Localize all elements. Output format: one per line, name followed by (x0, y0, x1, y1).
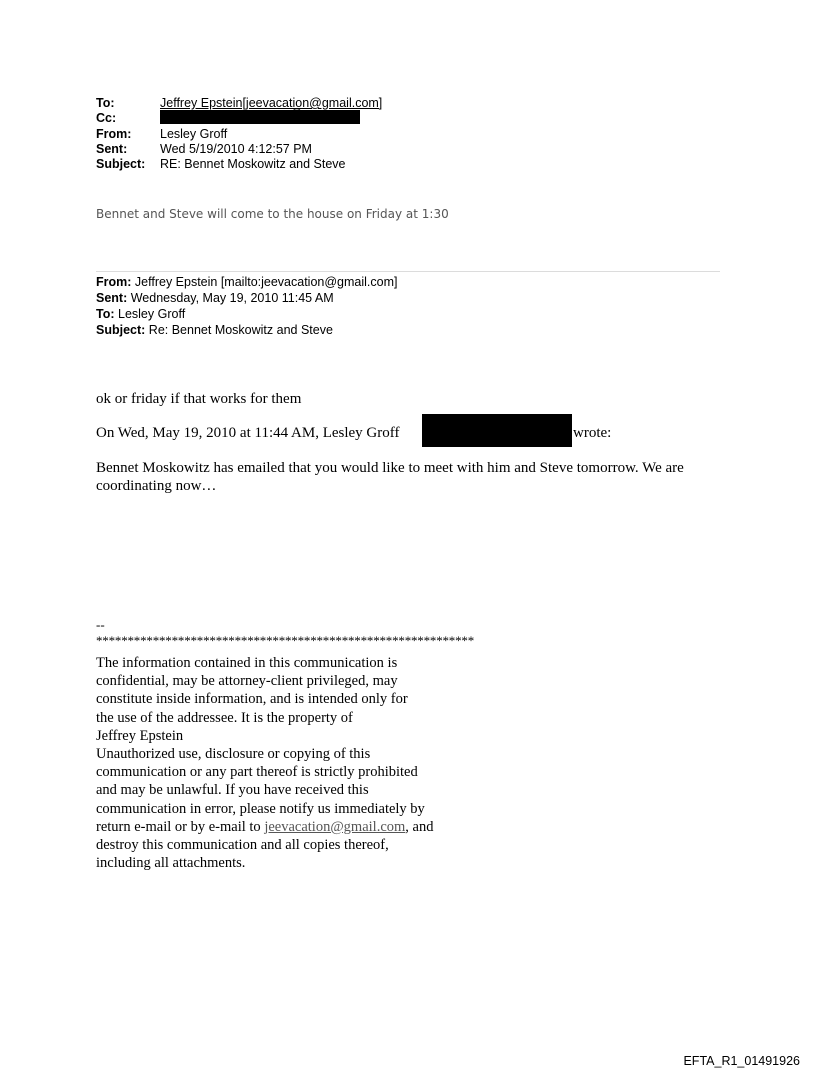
disclaimer-line: confidential, may be attorney-client privileged, may (96, 673, 398, 690)
signature-stars: ************************************************************ (96, 633, 475, 648)
disclaimer-line: communication in error, please notify us immediately by (96, 800, 425, 817)
disclaimer-link-suffix: , and (405, 818, 434, 835)
email-link[interactable]: jeevacation@gmail.com (264, 818, 406, 835)
header-sent-row (96, 142, 312, 157)
quote-intro-end: wrote: (573, 425, 612, 441)
fwd-to-label: To: (96, 307, 115, 321)
disclaimer-line: Unauthorized use, disclosure or copying of this (96, 746, 371, 763)
header-subject-row (96, 157, 346, 172)
sent-label: Sent: (96, 142, 128, 156)
cc-redaction-box (160, 110, 360, 124)
signature-dashes: -- (96, 617, 105, 632)
disclaimer-line: the use of the addressee. It is the property of (96, 709, 353, 726)
fwd-to-row (96, 306, 185, 322)
to-label: To: (96, 96, 115, 110)
subject-label: Subject: (96, 157, 146, 171)
fwd-subject-label: Subject: (96, 323, 146, 337)
header-from-row (96, 127, 227, 142)
reply-body: Bennet and Steve will come to the house on Friday at 1:30 (96, 207, 449, 221)
quoted-text: Bennet Moskowitz has emailed that you would like to meet with him and Steve tomorrow. We are coordinating now… (96, 460, 684, 494)
fwd-from-value: Jeffrey Epstein [mailto:jeevacation@gmail.com] (134, 275, 398, 289)
fwd-subject-row (96, 322, 333, 338)
subject-value: RE: Bennet Moskowitz and Steve (160, 157, 346, 171)
disclaimer-line: destroy this communication and all copies thereof, (96, 837, 389, 854)
sent-value: Wed 5/19/2010 4:12:57 PM (160, 142, 312, 156)
separator-line (96, 271, 720, 272)
disclaimer (96, 654, 476, 872)
disclaimer-link-line (96, 818, 476, 836)
from-label: From: (96, 127, 132, 141)
header-to-row (96, 96, 382, 111)
fwd-from-row (96, 274, 397, 290)
quote-intro-start: On Wed, May 19, 2010 at 11:44 AM, Lesley Groff (96, 425, 400, 441)
fwd-sent-value: Wednesday, May 19, 2010 11:45 AM (130, 291, 334, 305)
from-value: Lesley Groff (160, 127, 228, 141)
message-line-1: ok or friday if that works for them (96, 391, 302, 407)
disclaimer-line: and may be unlawful. If you have received this (96, 782, 369, 799)
to-value[interactable]: Jeffrey Epstein[jeevacation@gmail.com] (160, 96, 383, 110)
disclaimer-line: Jeffrey Epstein (96, 727, 184, 744)
disclaimer-line: constitute inside information, and is intended only for (96, 691, 408, 708)
disclaimer-line: including all attachments. (96, 855, 246, 872)
cc-label: Cc: (96, 111, 117, 125)
fwd-sent-row (96, 290, 334, 306)
fwd-subject-value: Re: Bennet Moskowitz and Steve (148, 323, 333, 337)
quote-redaction-box (422, 414, 572, 447)
disclaimer-line: communication or any part thereof is strictly prohibited (96, 764, 418, 781)
disclaimer-line: The information contained in this communication is (96, 655, 398, 671)
fwd-sent-label: Sent: (96, 291, 128, 305)
header-cc-row (96, 111, 160, 126)
fwd-to-value: Lesley Groff (118, 307, 186, 321)
document-id: EFTA_R1_01491926 (683, 1054, 800, 1068)
fwd-from-label: From: (96, 275, 132, 289)
disclaimer-link-prefix: return e-mail or by e-mail to (96, 818, 265, 835)
